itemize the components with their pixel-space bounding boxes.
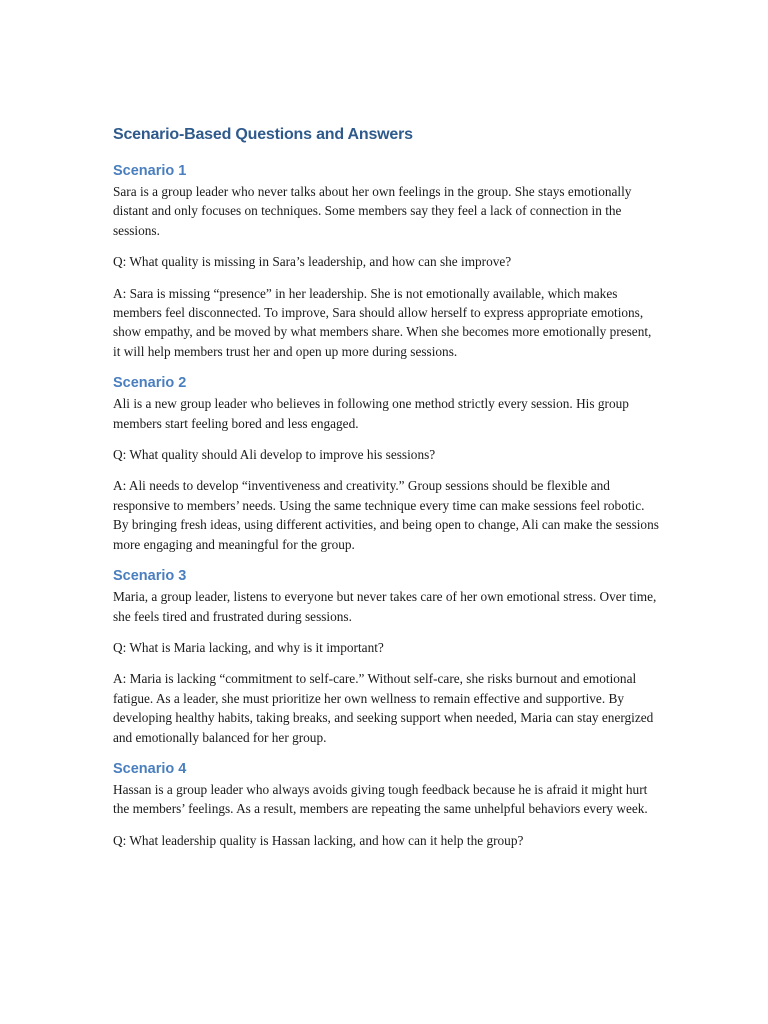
scenario-answer: A: Ali needs to develop “inventiveness and creativity.” Group sessions should be flexible and responsive to members’ needs. Using the same technique every time can make sessions feel robotic. By bringing fresh ideas, using different activities, and being open to change, Ali can make the sessions more engaging and meaningful for the group. (113, 478, 659, 552)
scenario-question: Q: What is Maria lacking, and why is it important? (113, 639, 384, 655)
scenario-heading: Scenario 2 (113, 375, 187, 392)
scenario-description: Sara is a group leader who never talks about her own feelings in the group. She stays emotionally distant and only focuses on techniques. Some members say they feel a lack of connection in the sessions. (113, 184, 632, 238)
scenario-section (113, 759, 661, 850)
scenario-heading: Scenario 4 (113, 760, 187, 777)
scenario-description: Maria, a group leader, listens to everyone but never takes care of her own emotional stress. Over time, she feels tired and frustrated during sessions. (113, 589, 657, 624)
scenario-question: Q: What quality is missing in Sara’s leadership, and how can she improve? (113, 254, 512, 270)
scenario-section (113, 373, 661, 554)
scenario-answer: A: Maria is lacking “commitment to self-care.” Without self-care, she risks burnout and emotional fatigue. As a leader, she must prioritize her own wellness to remain effective and supportive. By developing healthy habits, taking breaks, and seeking support when needed, Maria can stay energized and emotionally balanced for her group. (113, 671, 654, 745)
document-page (113, 124, 661, 862)
document-title: Scenario-Based Questions and Answers (113, 126, 413, 143)
scenario-heading: Scenario 1 (113, 163, 187, 179)
scenario-description: Hassan is a group leader who always avoids giving tough feedback because he is afraid it might hurt the members’ feelings. As a result, members are repeating the same unhelpful behaviors every week. (113, 781, 648, 817)
scenario-description: Ali is a new group leader who believes in following one method strictly every session. His group members start feeling bored and less engaged. (113, 396, 629, 431)
scenario-section (113, 161, 661, 361)
scenario-answer: A: Sara is missing “presence” in her leadership. She is not emotionally available, which makes members feel disconnected. To improve, Sara should allow herself to express appropriate emotions, show empathy, and be moved by what members share. When she becomes more emotionally present, it will help members trust her and open up more during sessions. (113, 285, 652, 359)
scenario-heading: Scenario 3 (113, 568, 187, 585)
scenario-question: Q: What quality should Ali develop to improve his sessions? (113, 447, 436, 463)
scenario-question: Q: What leadership quality is Hassan lacking, and how can it help the group? (113, 832, 524, 848)
scenario-section (113, 566, 661, 747)
